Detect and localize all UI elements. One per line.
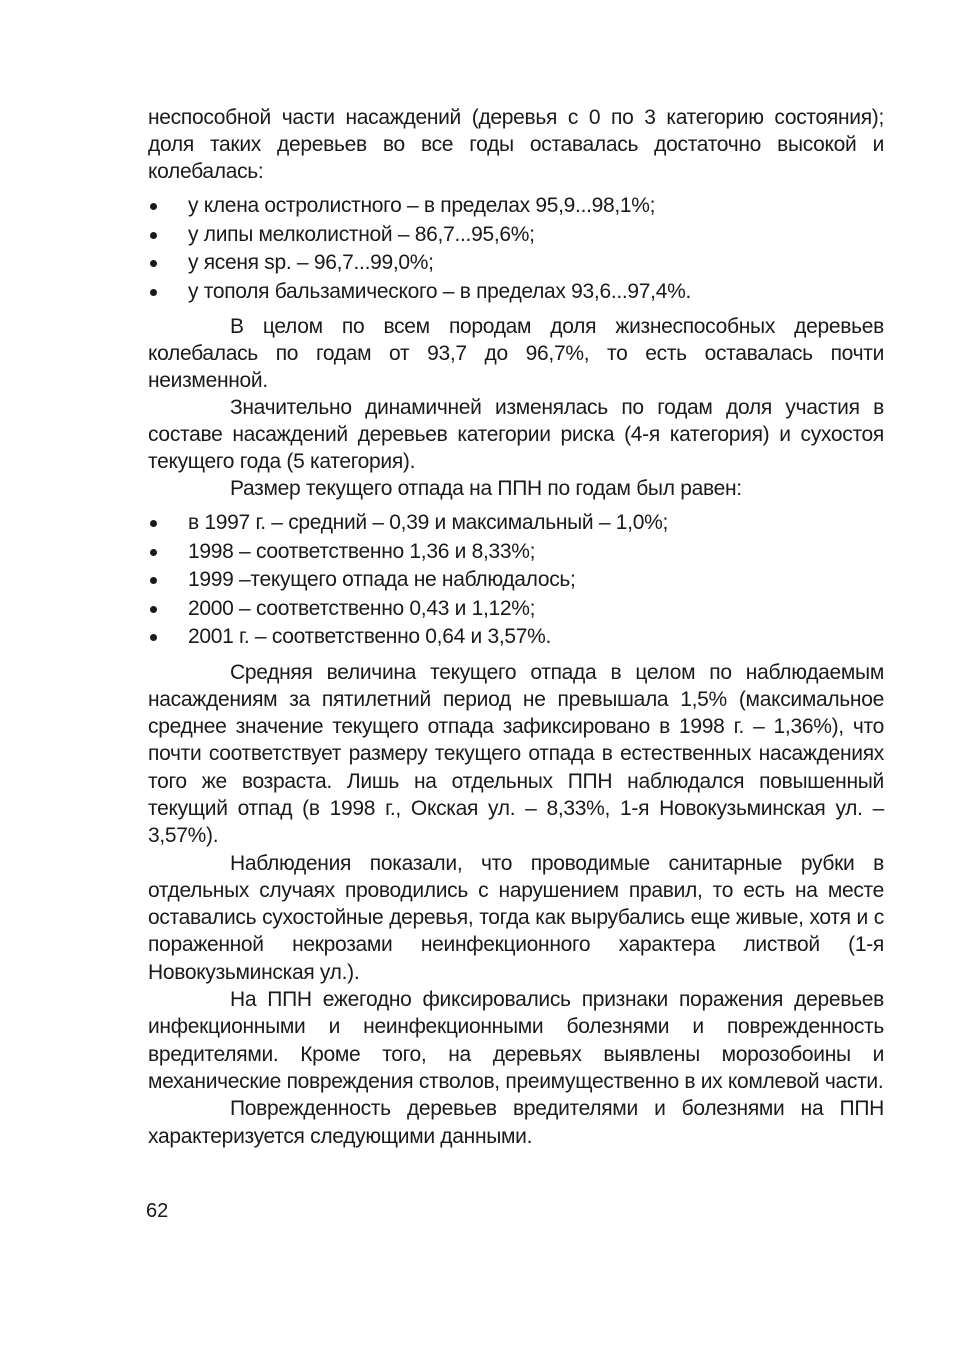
list-item: у тополя бальзамического – в пределах 93,6...97,4%. [148,278,884,307]
page-body [148,104,884,1150]
paragraph-observations: Наблюдения показали, что проводимые санитарные рубки в отдельных случаях проводились с нарушением правил, то есть на месте оставались сухостойные деревья, тогда как вырубались еще живые, хотя и с пораженной некрозами неинфекционного характера листвой (1-я Новокузьминская ул.). [148,851,884,984]
paragraph-dynamics: Значительно динамичней изменялась по годам доля участия в составе насаждений деревьев категории риска (4-я категория) и сухостоя текущего года (5 категория). [148,396,884,473]
body-text [148,659,884,1150]
list-item: у клена остролистного – в пределах 95,9...98,1%; [148,192,884,221]
list-item: в 1997 г. – средний – 0,39 и максимальный – 1,0%; [148,509,884,538]
paragraph-overall: В целом по всем породам доля жизнеспособных деревьев колебалась по годам от 93,7 до 96,7%, то есть оставалась почти неизменной. [148,315,884,392]
list-item: 1998 – соответственно 1,36 и 8,33%; [148,538,884,567]
share-list [148,192,884,306]
list-item: 2000 – соответственно 0,43 и 1,12%; [148,595,884,624]
page-number: 62 [146,1200,169,1222]
paragraph-signs: На ППН ежегодно фиксировались признаки поражения деревьев инфекционными и неинфекционными болезнями и поврежденность вредителями. Кроме того, на деревьях выявлены морозобоины и механические повреждения стволов, преимущественно в их комлевой части. [148,988,884,1093]
years-list [148,509,884,652]
list-item: 2001 г. – соответственно 0,64 и 3,57%. [148,623,884,652]
paragraph-average: Средняя величина текущего отпада в целом по наблюдаемым насаждениям за пятилетний период не превышала 1,5% (максимальное среднее значение текущего отпада зафиксировано в 1998 г. – 1,36%), что почти соответствует размеру текущего отпада в естественных насаждениях того же возраста. Лишь на отдельных ППН наблюдался повышенный текущий отпад (в 1998 г., Окская ул. – 8,33%, 1-я Новокузьминская ул. – 3,57%). [148,660,884,848]
paragraph-size: Размер текущего отпада на ППН по годам был равен: [230,477,742,500]
intro-paragraph: неспособной части насаждений (деревья с 0 по 3 категорию состояния); доля таких деревьев во все годы оставалась достаточно высокой и колебалась: [148,106,884,183]
list-item: у ясеня sp. – 96,7...99,0%; [148,249,884,278]
paragraph-damage: Поврежденность деревьев вредителями и болезнями на ППН характеризуется следующими данными. [148,1097,884,1148]
list-item: у липы мелколистной – 86,7...95,6%; [148,221,884,250]
list-item: 1999 –текущего отпада не наблюдалось; [148,566,884,595]
